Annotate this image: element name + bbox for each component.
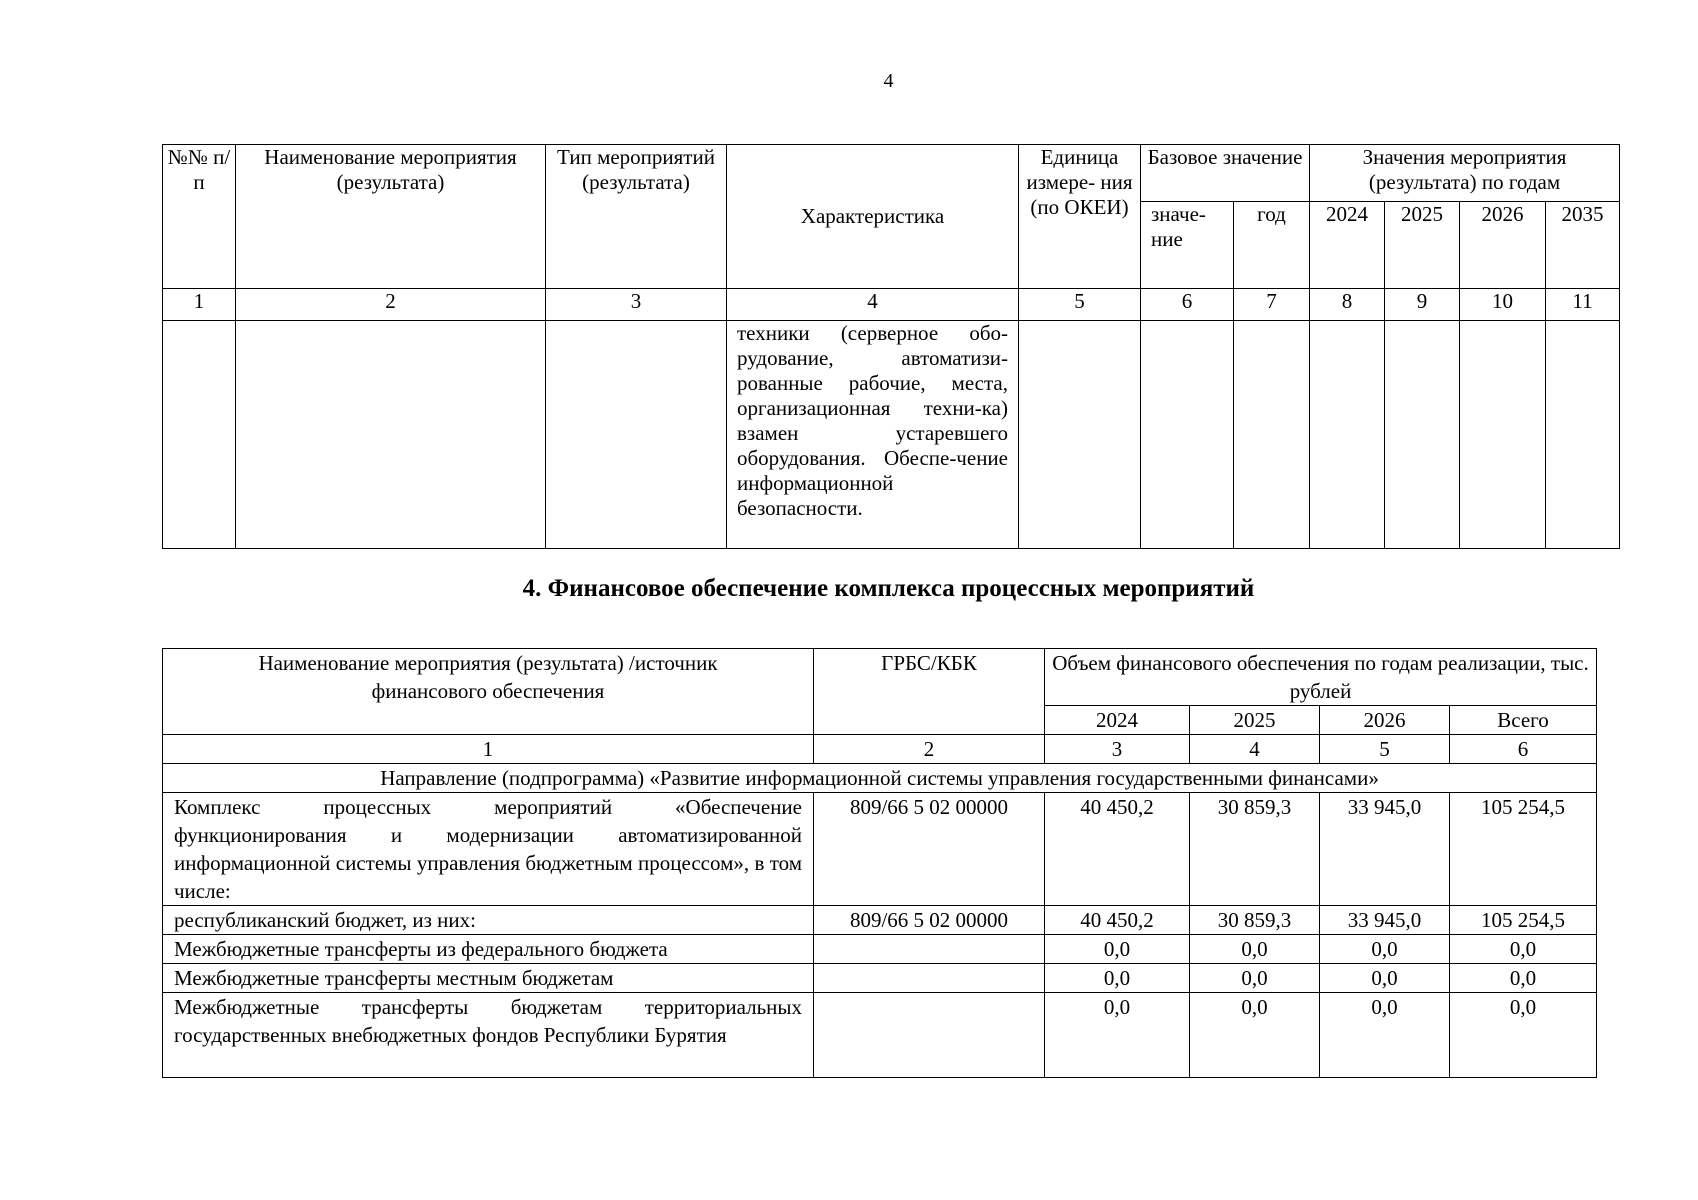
header-year-2026: 2026 <box>1320 706 1450 735</box>
header-volume: Объем финансового обеспечения по годам реализации, тыс. рублей <box>1045 649 1597 706</box>
value-total: 0,0 <box>1450 935 1597 964</box>
row-name: Межбюджетные трансферты из федерального бюджета <box>163 935 814 964</box>
cell-empty <box>1385 321 1460 549</box>
header-kbk: ГРБС/КБК <box>814 649 1045 735</box>
cell-empty <box>546 321 727 549</box>
colnum: 2 <box>814 735 1045 764</box>
colnum: 9 <box>1385 289 1460 321</box>
colnum: 3 <box>1045 735 1190 764</box>
colnum: 7 <box>1234 289 1310 321</box>
row-kbk <box>814 935 1045 964</box>
header-total: Всего <box>1450 706 1597 735</box>
header-base-year: год <box>1234 202 1310 289</box>
value-2024: 0,0 <box>1045 964 1190 993</box>
cell-empty <box>1460 321 1546 549</box>
header-year-2024: 2024 <box>1045 706 1190 735</box>
colnum: 1 <box>163 289 236 321</box>
header-year-2026: 2026 <box>1460 202 1546 289</box>
cell-empty <box>236 321 546 549</box>
value-2024: 0,0 <box>1045 993 1190 1078</box>
colnum: 4 <box>1190 735 1320 764</box>
financing-table <box>162 648 1597 1078</box>
colnum: 4 <box>727 289 1019 321</box>
header-year-2035: 2035 <box>1546 202 1620 289</box>
value-total: 0,0 <box>1450 964 1597 993</box>
header-year-2025: 2025 <box>1385 202 1460 289</box>
row-kbk <box>814 964 1045 993</box>
header-num: №№ п/п <box>163 145 236 289</box>
colnum: 10 <box>1460 289 1546 321</box>
header-year-2024: 2024 <box>1310 202 1385 289</box>
header-characteristic: Характеристика <box>727 145 1019 289</box>
cell-empty <box>163 321 236 549</box>
value-total: 105 254,5 <box>1450 906 1597 935</box>
header-values: Значения мероприятия (результата) по годам <box>1310 145 1620 202</box>
colnum: 5 <box>1019 289 1141 321</box>
row-kbk <box>814 993 1045 1078</box>
cell-empty <box>1234 321 1310 549</box>
value-2025: 30 859,3 <box>1190 906 1320 935</box>
page-number: 4 <box>883 70 894 92</box>
value-2024: 40 450,2 <box>1045 906 1190 935</box>
characteristic-text: техники (серверное обо-рудование, автоматизи-рованные рабочие, места, организационная техни-ка) взамен устаревшего оборудования. Обеспе-чение информационной безопасности. <box>727 321 1019 549</box>
value-2026: 0,0 <box>1320 964 1450 993</box>
value-2025: 0,0 <box>1190 935 1320 964</box>
row-name: Межбюджетные трансферты местным бюджетам <box>163 964 814 993</box>
value-total: 105 254,5 <box>1450 793 1597 906</box>
row-name: Комплекс процессных мероприятий «Обеспечение функционирования и модернизации автоматизированной информационной системы управления бюджетным процессом», в том числе: <box>163 793 814 906</box>
direction-row: Направление (подпрограмма) «Развитие информационной системы управления государственными финансами» <box>163 764 1597 793</box>
header-name: Наименование мероприятия (результата) <box>236 145 546 289</box>
row-kbk: 809/66 5 02 00000 <box>814 906 1045 935</box>
value-2024: 0,0 <box>1045 935 1190 964</box>
value-2025: 0,0 <box>1190 964 1320 993</box>
colnum: 5 <box>1320 735 1450 764</box>
header-year-2025: 2025 <box>1190 706 1320 735</box>
header-type: Тип мероприятий (результата) <box>546 145 727 289</box>
header-base-value: значе- ние <box>1141 202 1234 289</box>
value-2025: 0,0 <box>1190 993 1320 1078</box>
section-title: 4. Финансовое обеспечение комплекса процессных мероприятий <box>522 575 1255 602</box>
cell-empty <box>1019 321 1141 549</box>
value-2025: 30 859,3 <box>1190 793 1320 906</box>
value-2026: 33 945,0 <box>1320 906 1450 935</box>
cell-empty <box>1310 321 1385 549</box>
colnum: 6 <box>1141 289 1234 321</box>
measures-table <box>162 144 1620 549</box>
row-name: республиканский бюджет, из них: <box>163 906 814 935</box>
colnum: 1 <box>163 735 814 764</box>
header-name: Наименование мероприятия (результата) /источник финансового обеспечения <box>163 649 814 735</box>
header-unit: Единица измере- ния (по ОКЕИ) <box>1019 145 1141 289</box>
cell-empty <box>1141 321 1234 549</box>
colnum: 3 <box>546 289 727 321</box>
header-base: Базовое значение <box>1141 145 1310 202</box>
row-name: Межбюджетные трансферты бюджетам территориальных государственных внебюджетных фондов Республики Бурятия <box>163 993 814 1078</box>
value-2026: 0,0 <box>1320 993 1450 1078</box>
colnum: 6 <box>1450 735 1597 764</box>
value-2024: 40 450,2 <box>1045 793 1190 906</box>
cell-empty <box>1546 321 1620 549</box>
value-2026: 33 945,0 <box>1320 793 1450 906</box>
value-2026: 0,0 <box>1320 935 1450 964</box>
row-kbk: 809/66 5 02 00000 <box>814 793 1045 906</box>
colnum: 2 <box>236 289 546 321</box>
colnum: 8 <box>1310 289 1385 321</box>
value-total: 0,0 <box>1450 993 1597 1078</box>
colnum: 11 <box>1546 289 1620 321</box>
